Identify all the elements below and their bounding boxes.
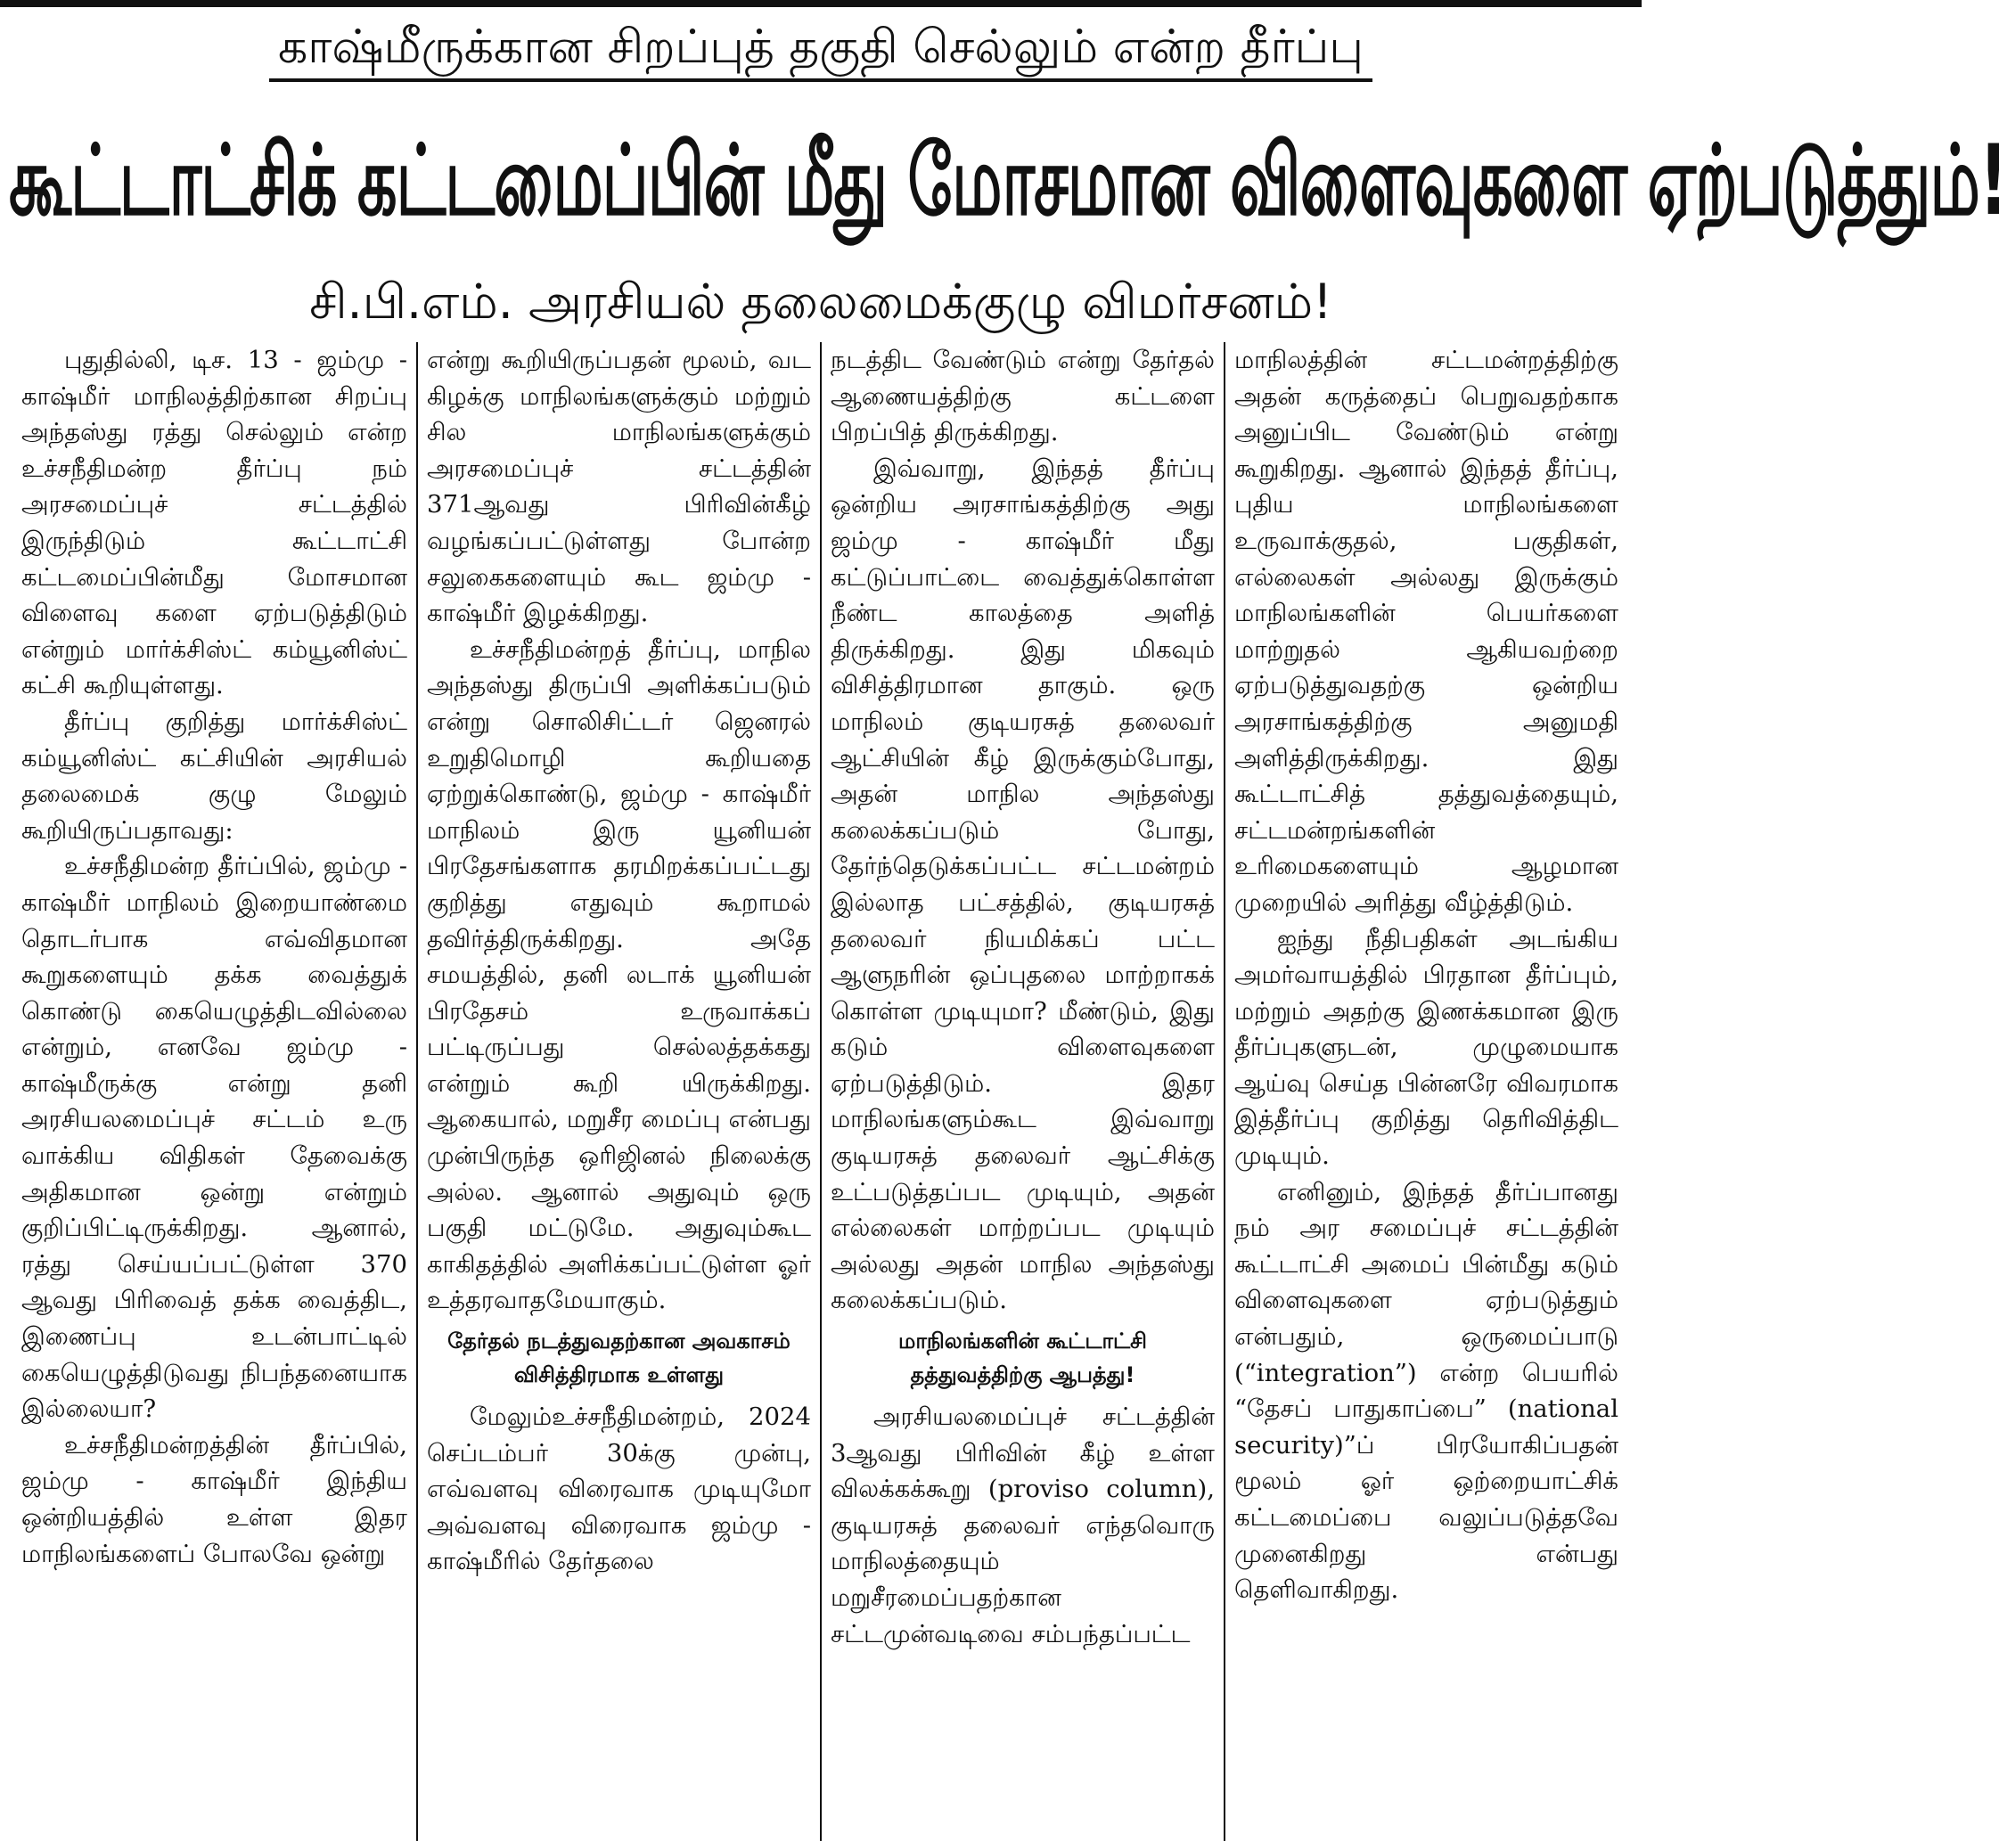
- paragraph: தீர்ப்பு குறித்து மார்க்சிஸ்ட் கம்யூனிஸ்ட் கட்சியின் அரசியல் தலைமைக் குழு மேலும் கூறியிருப்பதாவது:: [21, 707, 407, 845]
- article-column-4: [1224, 342, 1627, 1841]
- top-rule: [0, 0, 1642, 7]
- paragraph: இவ்வாறு, இந்தத் தீர்ப்பு ஒன்றிய அரசாங்கத்திற்கு அது ஜம்மு - காஷ்மீர் மீது கட்டுப்பாட்டை வைத்துக்கொள்ள நீண்ட காலத்தை அளித் திருக்கிறது. இது மிகவும் விசித்திரமான தாகும். ஒரு மாநிலம் குடியரசுத் தலைவர் ஆட்சியின் கீழ் இருக்கும்போது, அதன் மாநில அந்தஸ்து கலைக்கப்படும் போது, தேர்ந்தெடுக்கப்பட்ட சட்டமன்றம் இல்லாத பட்சத்தில், குடியரசுத் தலைவர் நியமிக்கப் பட்ட ஆளுநரின் ஒப்புதலை மாற்றாகக் கொள்ள முடியுமா? மீண்டும், இது கடும் விளைவுகளை ஏற்படுத்திடும். இதர மாநிலங்களும்கூட இவ்வாறு குடியரசுத் தலைவர் ஆட்சிக்கு உட்படுத்தப்பட முடியும், அதன் எல்லைகள் மாற்றப்பட முடியும் அல்லது அதன் மாநில அந்தஸ்து கலைக்கப்படும்.: [831, 454, 1215, 1315]
- paragraph: என்று கூறியிருப்பதன் மூலம், வட கிழக்கு மாநிலங்களுக்கும் மற்றும் சில மாநிலங்களுக்கும் அரசமைப்புச் சட்டத்தின் 371ஆவது பிரிவின்கீழ் வழங்கப்பட்டுள்ளது போன்ற சலுகைகளையும் கூட ஜம்மு - காஷ்மீர் இழக்கிறது.: [427, 346, 811, 628]
- section-subheading: மாநிலங்களின் கூட்டாட்சி தத்துவத்திற்கு ஆபத்து!: [898, 1329, 1147, 1388]
- article-column-1: [12, 342, 416, 1841]
- paragraph: ஐந்து நீதிபதிகள் அடங்கிய அமர்வாயத்தில் பிரதான தீர்ப்பும், மற்றும் அதற்கு இணக்கமான இரு தீர்ப்புகளுடன், முழுமையாக ஆய்வு செய்த பின்னரே விவரமாக இத்தீர்ப்பு குறித்து தெரிவித்திட முடியும்.: [1234, 924, 1618, 1171]
- paragraph: மேலும்உச்சநீதிமன்றம், 2024 செப்டம்பர் 30க்கு முன்பு, எவ்வளவு விரைவாக முடியுமோ அவ்வளவு விரைவாக ஜம்மு - காஷ்மீரில் தேர்தலை: [427, 1402, 811, 1576]
- paragraph: உச்சநீதிமன்றத்தின் தீர்ப்பில், ஜம்மு - காஷ்மீர் இந்திய ஒன்றியத்தில் உள்ள இதர மாநிலங்களைப் போலவே ஒன்று: [21, 1430, 407, 1568]
- kicker-text: காஷ்மீருக்கான சிறப்புத் தகுதி செல்லும் என்ற தீர்ப்பு: [269, 16, 1372, 82]
- paragraph: மாநிலத்தின் சட்டமன்றத்திற்கு அதன் கருத்தைப் பெறுவதற்காக அனுப்பிட வேண்டும் என்று கூறுகிறது. ஆனால் இந்தத் தீர்ப்பு, புதிய மாநிலங்களை உருவாக்குதல், பகுதிகள், எல்லைகள் அல்லது இருக்கும் மாநிலங்களின் பெயர்களை மாற்றுதல் ஆகியவற்றை ஏற்படுத்துவதற்கு ஒன்றிய அரசாங்கத்திற்கு அனுமதி அளித்திருக்கிறது. இது கூட்டாட்சித் தத்துவத்தையும், சட்டமன்றங்களின் உரிமைகளையும் ஆழமான முறையில் அரித்து வீழ்த்திடும்.: [1234, 346, 1618, 917]
- paragraph: புதுதில்லி, டிச. 13 - ஜம்மு - காஷ்மீர் மாநிலத்திற்கான சிறப்பு அந்தஸ்து ரத்து செல்லும் என்ற உச்சநீதிமன்ற தீர்ப்பு நம் அரசமைப்புச் சட்டத்தில் இருந்திடும் கூட்டாட்சி கட்டமைப்பின்மீது மோசமான விளைவு களை ஏற்படுத்திடும் என்றும் மார்க்சிஸ்ட் கம்யூனிஸ்ட் கட்சி கூறியுள்ளது.: [21, 346, 407, 700]
- main-headline: கூட்டாட்சிக் கட்டமைப்பின் மீது மோசமான விளைவுகளை ஏற்படுத்தும்!: [9, 124, 2007, 238]
- article-column-2: [416, 342, 820, 1841]
- paragraph: அரசியலமைப்புச் சட்டத்தின் 3ஆவது பிரிவின் கீழ் உள்ள விலக்கக்கூறு (proviso column), குடியரசுத் தலைவர் எந்தவொரு மாநிலத்தையும் மறுசீரமைப்பதற்கான சட்டமுன்வடிவை சம்பந்தப்பட்ட: [831, 1402, 1215, 1648]
- article-column-3: [820, 342, 1224, 1841]
- paragraph: நடத்திட வேண்டும் என்று தேர்தல் ஆணையத்திற்கு கட்டளை பிறப்பித் திருக்கிறது.: [831, 346, 1215, 447]
- section-subheading: தேர்தல் நடத்துவதற்கான அவகாசம் விசித்திரமாக உள்ளது: [447, 1329, 791, 1388]
- paragraph: உச்சநீதிமன்றத் தீர்ப்பு, மாநில அந்தஸ்து திருப்பி அளிக்கப்படும் என்று சொலிசிட்டர் ஜெனரல் உறுதிமொழி கூறியதை ஏற்றுக்கொண்டு, ஜம்மு - காஷ்மீர் மாநிலம் இரு யூனியன் பிரதேசங்களாக தரமிறக்கப்பட்டது குறித்து எதுவும் கூறாமல் தவிர்த்திருக்கிறது. அதே சமயத்தில், தனி லடாக் யூனியன் பிரதேசம் உருவாக்கப் பட்டிருப்பது செல்லத்தக்கது என்றும் கூறி யிருக்கிறது. ஆகையால், மறுசீர மைப்பு என்பது முன்பிருந்த ஒரிஜினல் நிலைக்கு அல்ல. ஆனால் அதுவும் ஒரு பகுதி மட்டுமே. அதுவும்கூட காகிதத்தில் அளிக்கப்பட்டுள்ள ஓர் உத்தரவாதமேயாகும்.: [427, 634, 811, 1315]
- sub-headline: சி.பி.எம். அரசியல் தலைமைக்குழு விமர்சனம்!: [309, 274, 1332, 330]
- article-columns: [12, 342, 1629, 1841]
- paragraph: உச்சநீதிமன்ற தீர்ப்பில், ஜம்மு - காஷ்மீர் மாநிலம் இறையாண்மை தொடர்பாக எவ்விதமான கூறுகளையும் தக்க வைத்துக் கொண்டு கையெழுத்திடவில்லை என்றும், எனவே ஜம்மு - காஷ்மீருக்கு என்று தனி அரசியலமைப்புச் சட்டம் உரு வாக்கிய விதிகள் தேவைக்கு அதிகமான ஒன்று என்றும் குறிப்பிட்டிருக்கிறது. ஆனால், ரத்து செய்யப்பட்டுள்ள 370 ஆவது பிரிவைத் தக்க வைத்திட, இணைப்பு உடன்பாட்டில் கையெழுத்திடுவது நிபந்தனையாக இல்லையா?: [21, 852, 407, 1424]
- paragraph: எனினும், இந்தத் தீர்ப்பானது நம் அர சமைப்புச் சட்டத்தின் கூட்டாட்சி அமைப் பின்மீது கடும் விளைவுகளை ஏற்படுத்தும் என்பதும், ஒருமைப்பாடு (“integration”) என்ற பெயரில் “தேசப் பாதுகாப்பை” (national security)”ப் பிரயோகிப்பதன் மூலம் ஓர் ஒற்றையாட்சிக் கட்டமைப்பை வலுப்படுத்தவே முனைகிறது என்பது தெளிவாகிறது.: [1234, 1177, 1618, 1605]
